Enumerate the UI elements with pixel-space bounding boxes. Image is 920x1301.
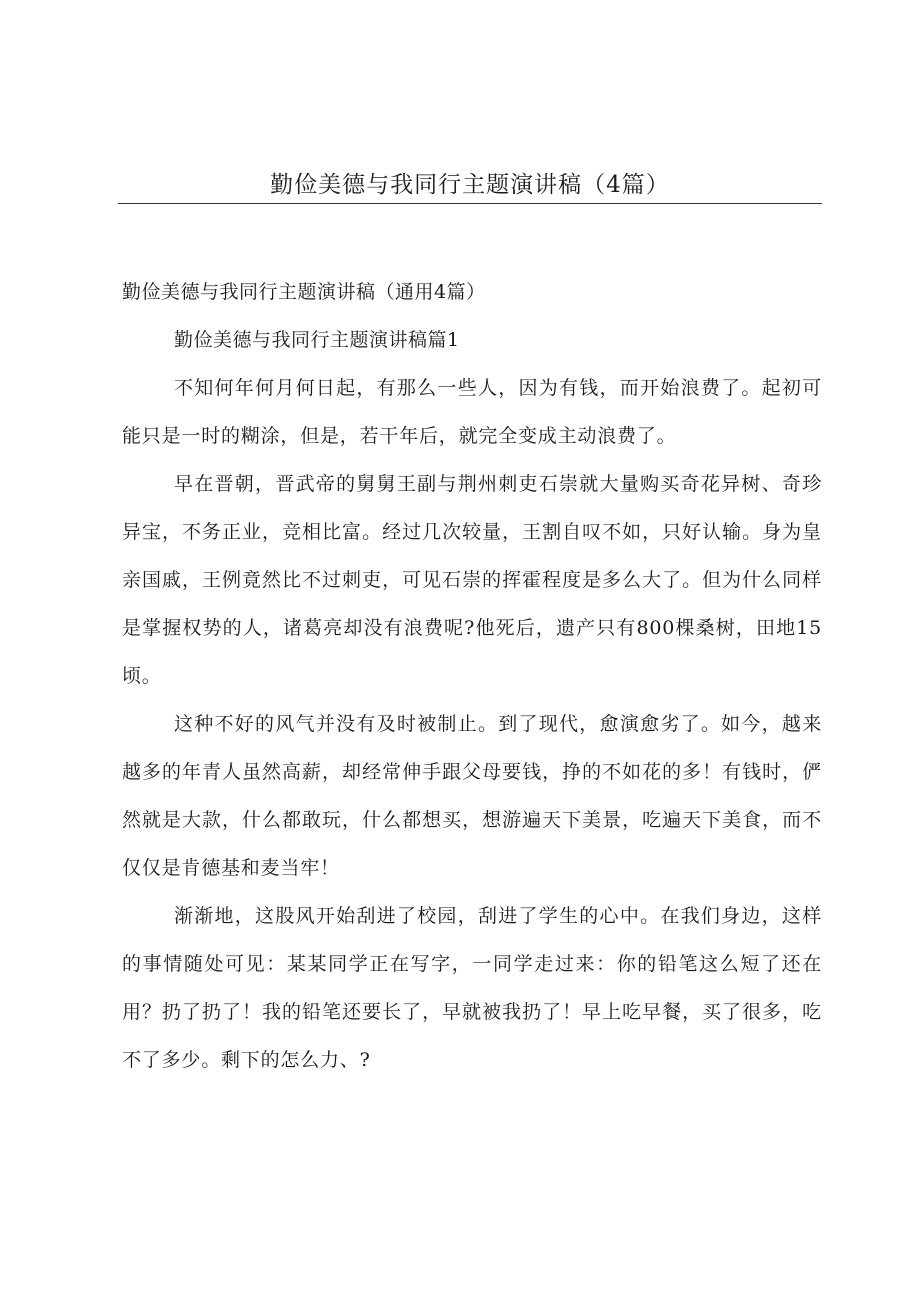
- paragraph-3: 这种不好的风气并没有及时被制止。到了现代，愈演愈劣了。如今，越来越多的年青人虽然高薪，却经常伸手跟父母要钱，挣的不如花的多！有钱时，俨然就是大款，什么都敢玩，什么都想买，想游遍天下美景，吃遍天下美食，而不仅仅是肯德基和麦当牢！: [122, 713, 822, 879]
- document-subtitle: 勤俭美德与我同行主题演讲稿（通用4篇）: [122, 281, 486, 303]
- paragraph-4: 渐渐地，这股风开始刮进了校园，刮进了学生的心中。在我们身边，这样的事情随处可见：某某同学正在写字，一同学走过来：你的铅笔这么短了还在用？扔了扔了！我的铅笔还要长了，早就被我扔了！早上吃早餐，买了很多，吃不了多少。剩下的怎么力、?: [122, 905, 822, 1071]
- section-heading: 勤俭美德与我同行主题演讲稿篇1: [174, 329, 460, 351]
- document-body: [122, 268, 822, 1084]
- title-underline: [118, 203, 822, 204]
- paragraph-2: 早在晋朝，晋武帝的舅舅王副与荆州刺吏石崇就大量购买奇花异树、奇珍异宝，不务正业，竞相比富。经过几次较量，王割自叹不如，只好认输。身为皇亲国戚，王例竟然比不过刺吏，可见石崇的挥霍程度是多么大了。但为什么同样是掌握权势的人，诸葛亮却没有浪费呢?他死后，遗产只有800棵桑树，田地15顷。: [122, 473, 822, 687]
- document-title: 勤俭美德与我同行主题演讲稿（4篇）: [270, 172, 670, 198]
- paragraph-1: 不知何年何月何日起，有那么一些人，因为有钱，而开始浪费了。起初可能只是一时的糊涂，但是，若干年后，就完全变成主动浪费了。: [122, 377, 822, 447]
